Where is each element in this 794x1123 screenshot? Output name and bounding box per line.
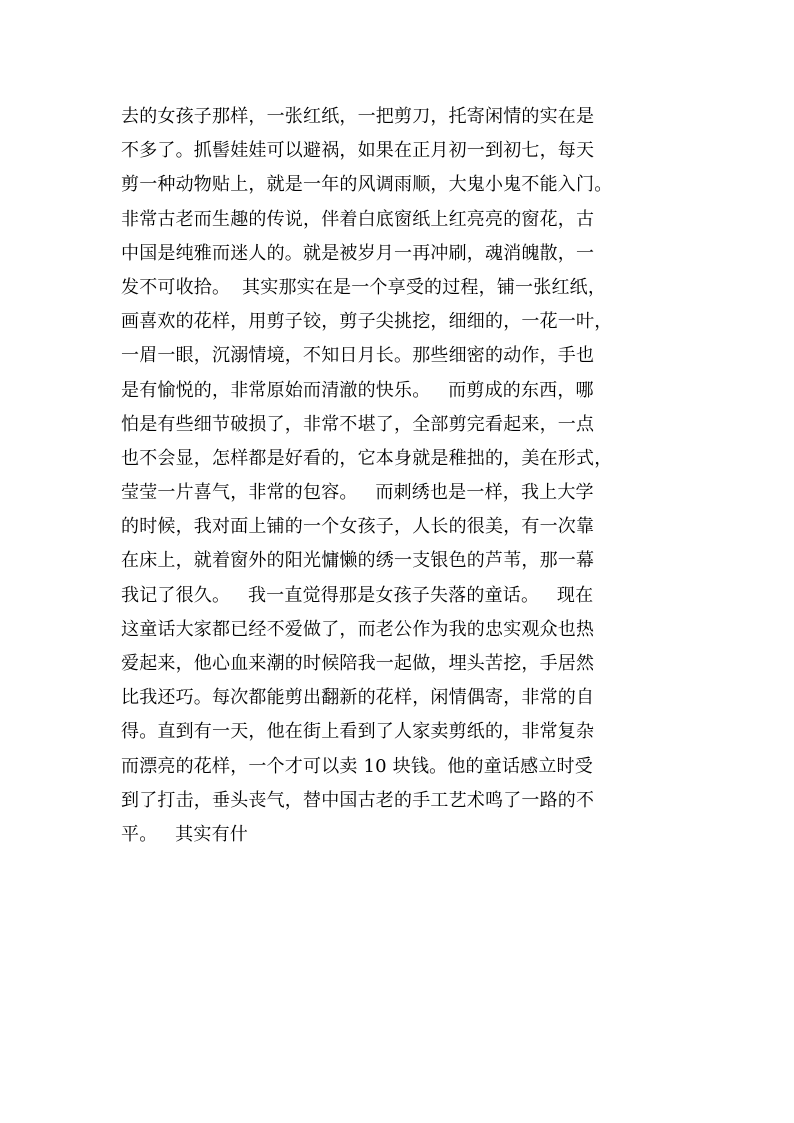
text-line: 的时候，我对面上铺的一个女孩子，人长的很美，有一次靠 bbox=[121, 516, 595, 538]
text-line: 而漂亮的花样，一个才可以卖 10 块钱。他的童话感立时受 bbox=[121, 755, 593, 777]
text-line: 不多了。抓髻娃娃可以避祸，如果在正月初一到初七，每天 bbox=[121, 140, 595, 162]
text-line: 怕是有些细节破损了，非常不堪了，全部剪完看起来，一点 bbox=[121, 413, 595, 435]
text-line: 在床上，就着窗外的阳光慵懒的绣一支银色的芦苇，那一幕 bbox=[121, 550, 595, 572]
text-line: 剪一种动物贴上，就是一年的风调雨顺，大鬼小鬼不能入门。 bbox=[121, 174, 613, 196]
text-line: 这童话大家都已经不爱做了，而老公作为我的忠实观众也热 bbox=[121, 618, 595, 640]
text-line: 中国是纯雅而迷人的。就是被岁月一再冲刷，魂消魄散，一 bbox=[121, 242, 595, 264]
text-line: 我记了很久。 我一直觉得那是女孩子失落的童话。 现在 bbox=[121, 584, 594, 606]
text-line: 爱起来，他心血来潮的时候陪我一起做，埋头苦挖，手居然 bbox=[121, 653, 595, 674]
text-line: 得。直到有一天，他在街上看到了人家卖剪纸的，非常复杂 bbox=[121, 721, 595, 743]
body-text bbox=[121, 100, 681, 852]
text-line: 平。 其实有什 bbox=[121, 823, 248, 845]
text-line: 是有愉悦的，非常原始而清澈的快乐。 而剪成的东西，哪 bbox=[121, 379, 594, 401]
text-line: 画喜欢的花样，用剪子铰，剪子尖挑挖，细细的，一花一叶， bbox=[121, 311, 613, 333]
text-line: 一眉一眼，沉溺情境，不知日月长。那些细密的动作，手也 bbox=[121, 345, 595, 367]
text-line: 莹莹一片喜气，非常的包容。 而刺绣也是一样，我上大学 bbox=[121, 482, 594, 504]
text-line: 到了打击，垂头丧气，替中国古老的手工艺术鸣了一路的不 bbox=[121, 789, 595, 811]
text-line: 发不可收拾。 其实那实在是一个享受的过程，铺一张红纸， bbox=[121, 276, 607, 298]
text-line: 比我还巧。每次都能剪出翻新的花样，闲情偶寄，非常的自 bbox=[121, 687, 595, 709]
text-line: 去的女孩子那样，一张红纸，一把剪刀，托寄闲情的实在是 bbox=[121, 106, 595, 127]
text-line: 也不会显，怎样都是好看的，它本身就是稚拙的，美在形式， bbox=[121, 447, 613, 469]
text-line: 非常古老而生趣的传说，伴着白底窗纸上红亮亮的窗花，古 bbox=[121, 208, 595, 230]
